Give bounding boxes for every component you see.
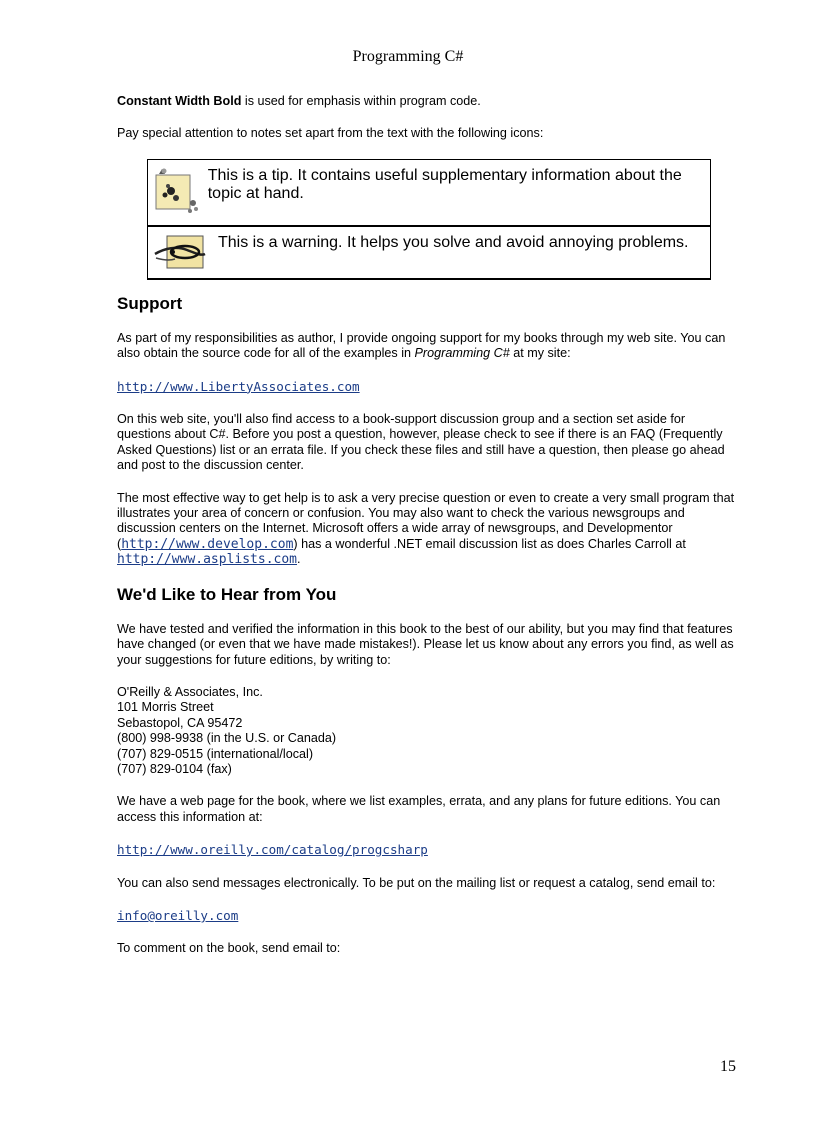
bold-term-description: is used for emphasis within program code. [241,94,481,108]
address-line: (800) 998-9938 (in the U.S. or Canada) [117,731,337,746]
tip-note [148,160,710,227]
tip-text: This is a tip. It contains useful supplementary information about the topic at hand. [207,166,682,202]
hear-paragraph-3: You can also send messages electronically. To be put on the mailing list or request a catalog, send email to: [117,875,716,890]
hear-paragraph-2: We have a web page for the book, where we list examples, errata, and any plans for future editions. You can access this information at: [117,794,721,824]
email-link-line [117,908,737,924]
support-paragraph-2: On this web site, you'll also find access to a book-support discussion group and a section set aside for questions about C#. Before you post a question, however, please check to see if there is an FAQ (Frequently Asked Questions) list or an errata file. If you check these files and still have a question, then please go ahead and post to the discussion center. [117,412,725,473]
hear-heading: We'd Like to Hear from You [117,584,337,604]
running-header: Programming C# [352,48,464,65]
support-p3-end: . [297,552,301,567]
constant-width-bold-paragraph [117,94,737,109]
support-paragraph-1 [117,331,737,362]
address-line: Sebastopol, CA 95472 [117,715,243,730]
warning-text: This is a warning. It helps you solve and avoid annoying problems. [218,233,689,251]
tip-icon [148,160,202,225]
support-p3-middle: ) has a wonderful .NET email discussion list as does Charles Carroll at [293,536,686,551]
address-line: 101 Morris Street [117,700,214,715]
catalog-link-line [117,842,737,858]
catalog-link[interactable]: http://www.oreilly.com/catalog/progcsharp [117,842,428,858]
support-p1-tail: at my site: [509,346,571,361]
address-line: (707) 829-0515 (international/local) [117,746,314,761]
bold-term: Constant Width Bold [117,94,242,108]
info-email-link[interactable]: info@oreilly.com [117,907,239,923]
support-paragraph-3 [117,491,737,568]
asplists-link[interactable]: http://www.asplists.com [117,552,298,568]
hear-paragraph-4: To comment on the book, send email to: [117,941,341,956]
page-number: 15 [720,1058,736,1075]
liberty-associates-link[interactable]: http://www.LibertyAssociates.com [117,378,360,394]
notes-lead-paragraph: Pay special attention to notes set apart from the text with the following icons: [117,126,544,141]
develop-link[interactable]: http://www.develop.com [121,536,294,552]
notes-table [147,159,711,280]
mailing-address [117,685,737,777]
support-heading: Support [117,293,183,313]
page-content [117,94,737,974]
support-p3-text: The most effective way to get help is to ask a very precise question or even to create a very small program that illustrates your area of concern or confusion. You may also want to check the various newsgroups and discussion centers on the Internet. Microsoft offers a wide array of newsgroups, and Developmentor ( [117,490,735,551]
address-line: O'Reilly & Associates, Inc. [117,684,263,699]
warning-icon [148,227,212,278]
warning-note [148,227,710,278]
support-p1-text: As part of my responsibilities as author, I provide ongoing support for my books through my web site. You can also obtain the source code for all of the examples in [117,330,726,361]
address-line: (707) 829-0104 (fax) [117,761,232,776]
hear-paragraph-1: We have tested and verified the information in this book to the best of our ability, but you may find that features have changed (or even that we have made mistakes!). Please let us know about any errors you find, as well as your suggestions for future editions, by writing to: [117,621,734,667]
site-link-line [117,379,737,395]
book-title: Programming C# [414,346,510,361]
